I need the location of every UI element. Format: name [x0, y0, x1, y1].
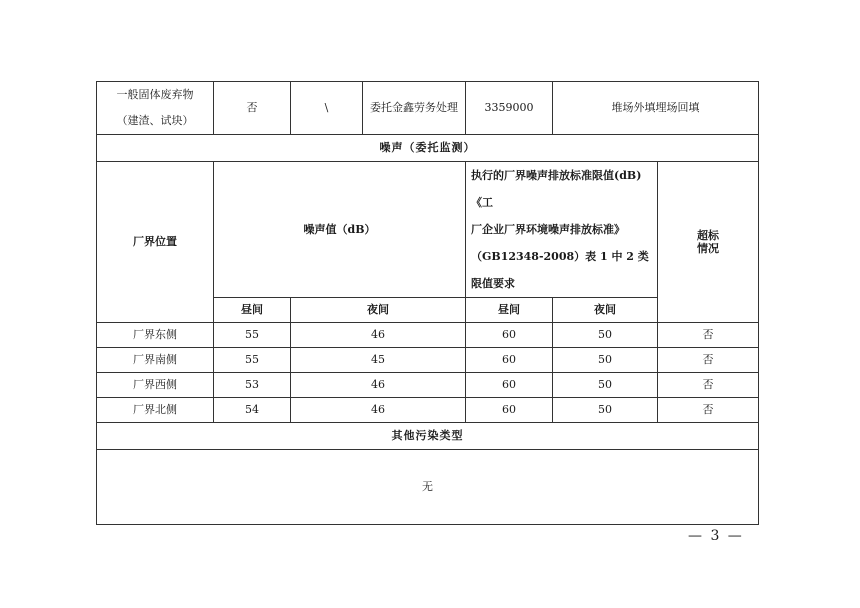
row-day: 55 — [214, 323, 291, 348]
solid-waste-row — [97, 82, 759, 135]
row-limit-day: 60 — [466, 398, 553, 423]
standard-line-2: 厂企业厂界环境噪声排放标准》 — [471, 223, 625, 236]
row-location: 厂界西侧 — [97, 373, 214, 398]
row-day: 54 — [214, 398, 291, 423]
row-limit-night: 50 — [553, 323, 658, 348]
other-section-body — [97, 450, 759, 525]
row-limit-night: 50 — [553, 373, 658, 398]
row-day: 53 — [214, 373, 291, 398]
waste-code: \ — [291, 82, 363, 135]
other-section-row — [97, 423, 759, 450]
row-limit-day: 60 — [466, 348, 553, 373]
row-limit-night: 50 — [553, 348, 658, 373]
row-day: 55 — [214, 348, 291, 373]
table-row — [97, 348, 759, 373]
standard-line-1: 执行的厂界噪声排放标准限值(dB)《工 — [471, 169, 642, 209]
waste-name-note: （建渣、试块） — [116, 114, 194, 127]
table-row — [97, 398, 759, 423]
other-section-title: 其他污染类型 — [97, 423, 759, 450]
row-exceed: 否 — [658, 323, 759, 348]
waste-amount: 3359000 — [466, 82, 553, 135]
exceed-header-line-2: 情况 — [697, 242, 719, 255]
row-location: 厂界北侧 — [97, 398, 214, 423]
noise-value-header: 噪声值（dB） — [214, 162, 466, 298]
limit-day-header: 昼间 — [466, 298, 553, 323]
exceed-header — [658, 162, 759, 323]
standard-line-3: （GB12348-2008）表 1 中 2 类限值要求 — [471, 250, 649, 290]
row-limit-night: 50 — [553, 398, 658, 423]
row-location: 厂界南侧 — [97, 348, 214, 373]
noise-section-row — [97, 135, 759, 162]
noise-header-row — [97, 162, 759, 298]
row-night: 46 — [291, 373, 466, 398]
night-header: 夜间 — [291, 298, 466, 323]
table-row — [97, 373, 759, 398]
row-night: 46 — [291, 323, 466, 348]
row-exceed: 否 — [658, 373, 759, 398]
row-exceed: 否 — [658, 348, 759, 373]
row-limit-day: 60 — [466, 373, 553, 398]
other-section-content: 无 — [97, 450, 759, 525]
row-location: 厂界东侧 — [97, 323, 214, 348]
standard-header — [466, 162, 658, 298]
exceed-header-line-1: 超标 — [697, 228, 719, 242]
page-number: — 3 — — [688, 528, 744, 544]
waste-disposal: 委托金鑫劳务处理 — [363, 82, 466, 135]
row-night: 45 — [291, 348, 466, 373]
noise-section-title: 噪声（委托监测） — [97, 135, 759, 162]
table-row — [97, 323, 759, 348]
row-limit-day: 60 — [466, 323, 553, 348]
row-night: 46 — [291, 398, 466, 423]
day-header: 昼间 — [214, 298, 291, 323]
limit-night-header: 夜间 — [553, 298, 658, 323]
waste-hazardous: 否 — [214, 82, 291, 135]
row-exceed: 否 — [658, 398, 759, 423]
waste-destination: 堆场外填埋场回填 — [553, 82, 759, 135]
pollution-table — [96, 81, 759, 525]
waste-name: 一般固体废弃物 — [116, 88, 194, 101]
waste-name-cell — [97, 82, 214, 135]
location-header: 厂界位置 — [97, 162, 214, 323]
